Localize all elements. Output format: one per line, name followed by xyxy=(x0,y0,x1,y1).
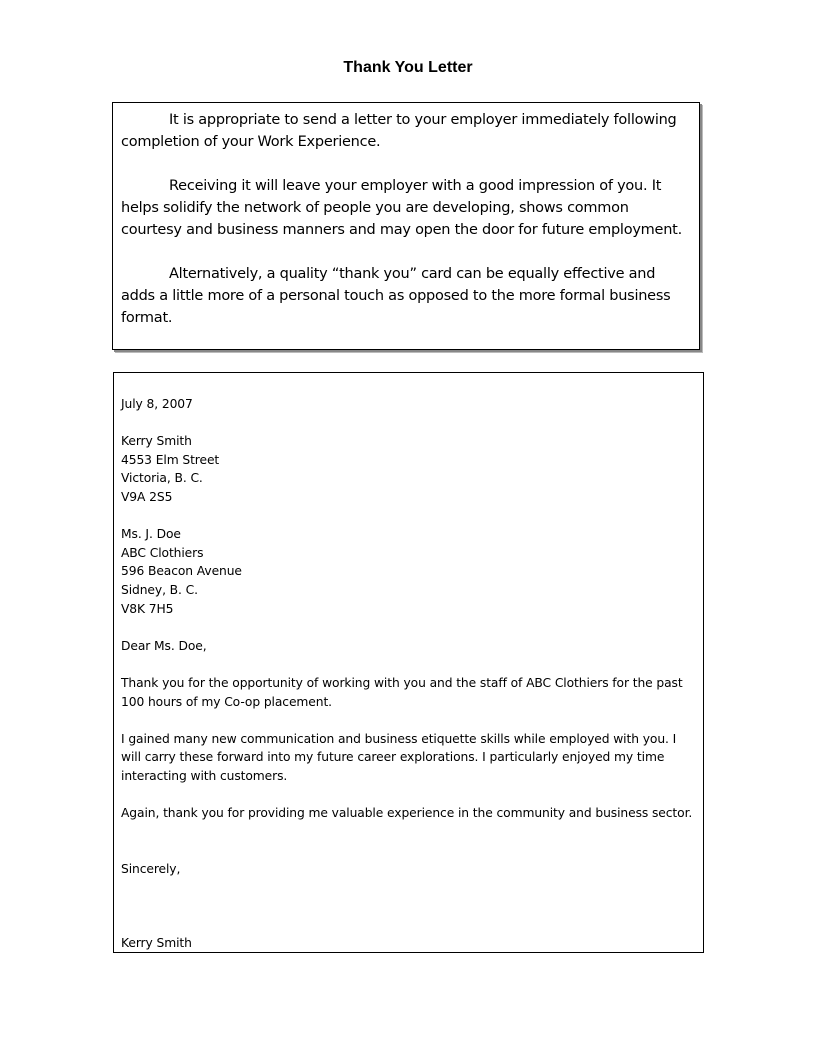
sender-name: Kerry Smith xyxy=(121,434,192,449)
sender-street: 4553 Elm Street xyxy=(121,452,220,467)
letter-body-paragraph: I gained many new communication and business etiquette skills while employed with you. I will carry these forward into my future career explorations. I particularly enjoyed my time interacting with customers. xyxy=(121,731,677,783)
page-title: Thank You Letter xyxy=(343,59,473,76)
intro-box xyxy=(112,102,700,350)
recipient-address xyxy=(121,525,695,618)
intro-paragraph-text: It is appropriate to send a letter to your employer immediately following completion of your Work Experience. xyxy=(121,112,677,150)
letter-salutation: Dear Ms. Doe, xyxy=(121,638,207,653)
letter-signature: Kerry Smith xyxy=(121,936,192,951)
sample-letter xyxy=(113,372,704,953)
sender-postal: V9A 2S5 xyxy=(121,489,173,504)
sender-address xyxy=(121,432,695,506)
letter-body-paragraph: Again, thank you for providing me valuable experience in the community and business sector. xyxy=(121,806,693,821)
letter-closing: Sincerely, xyxy=(121,861,181,876)
letter-date: July 8, 2007 xyxy=(121,397,193,411)
letter-body-paragraph: Thank you for the opportunity of working with you and the staff of ABC Clothiers for the past 100 hours of my Co-op placement. xyxy=(121,675,683,709)
recipient-postal: V8K 7H5 xyxy=(121,601,174,616)
recipient-street: 596 Beacon Avenue xyxy=(121,564,242,579)
recipient-name: Ms. J. Doe xyxy=(121,527,181,542)
intro-paragraph xyxy=(121,175,693,241)
intro-paragraph xyxy=(121,109,693,153)
intro-paragraph xyxy=(121,263,693,329)
recipient-company: ABC Clothiers xyxy=(121,545,204,560)
intro-paragraph-text: Receiving it will leave your employer with a good impression of you. It helps solidify the network of people you are developing, shows common courtesy and business manners and may open the door for future employment. xyxy=(121,178,682,238)
sender-city: Victoria, B. C. xyxy=(121,471,203,486)
intro-paragraph-text: Alternatively, a quality “thank you” card can be equally effective and adds a little more of a personal touch as opposed to the more formal business format. xyxy=(121,266,671,326)
recipient-city: Sidney, B. C. xyxy=(121,582,198,597)
